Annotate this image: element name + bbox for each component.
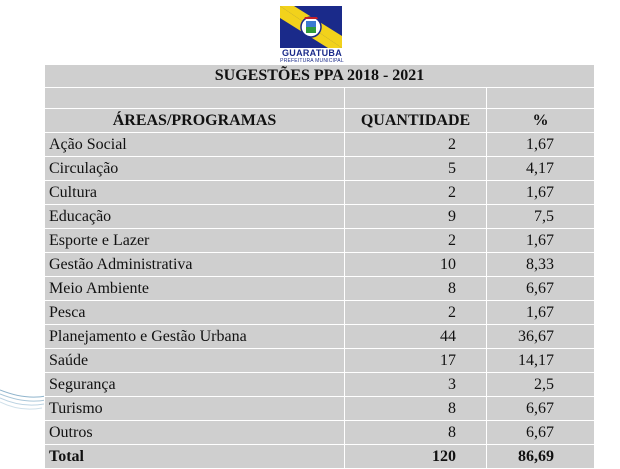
percent-cell: 1,67 <box>487 229 595 253</box>
header-quantity: QUANTIDADE <box>345 109 487 133</box>
table-row <box>45 325 595 349</box>
percent-cell: 36,67 <box>487 325 595 349</box>
area-cell: Educação <box>45 205 345 229</box>
table-row <box>45 301 595 325</box>
percent-cell: 86,69 <box>487 445 595 469</box>
table-row <box>45 397 595 421</box>
percent-cell: 1,67 <box>487 181 595 205</box>
area-cell: Cultura <box>45 181 345 205</box>
percent-cell: 6,67 <box>487 397 595 421</box>
coat-of-arms-icon <box>280 6 342 48</box>
table-row <box>45 349 595 373</box>
quantity-cell: 3 <box>345 373 487 397</box>
area-cell: Esporte e Lazer <box>45 229 345 253</box>
area-cell: Planejamento e Gestão Urbana <box>45 325 345 349</box>
percent-cell: 14,17 <box>487 349 595 373</box>
percent-cell: 4,17 <box>487 157 595 181</box>
header-percent: % <box>487 109 595 133</box>
table-row <box>45 373 595 397</box>
area-cell: Outros <box>45 421 345 445</box>
spacer-cell <box>487 88 595 109</box>
area-cell: Circulação <box>45 157 345 181</box>
quantity-cell: 2 <box>345 133 487 157</box>
percent-cell: 1,67 <box>487 133 595 157</box>
percent-cell: 7,5 <box>487 205 595 229</box>
area-cell: Pesca <box>45 301 345 325</box>
guaratuba-logo <box>274 6 350 64</box>
quantity-cell: 8 <box>345 397 487 421</box>
area-cell: Gestão Administrativa <box>45 253 345 277</box>
quantity-cell: 44 <box>345 325 487 349</box>
percent-cell: 6,67 <box>487 277 595 301</box>
spacer-cell <box>345 88 487 109</box>
table-row <box>45 229 595 253</box>
table-spacer-row <box>45 88 595 109</box>
quantity-cell: 2 <box>345 181 487 205</box>
header-areas: ÁREAS/PROGRAMAS <box>45 109 345 133</box>
quantity-cell: 8 <box>345 277 487 301</box>
area-cell: Meio Ambiente <box>45 277 345 301</box>
area-cell: Segurança <box>45 373 345 397</box>
quantity-cell: 17 <box>345 349 487 373</box>
table-row <box>45 181 595 205</box>
quantity-cell: 2 <box>345 301 487 325</box>
table-row <box>45 133 595 157</box>
table-row <box>45 157 595 181</box>
table-row <box>45 421 595 445</box>
area-cell: Turismo <box>45 397 345 421</box>
table-title: SUGESTÕES PPA 2018 - 2021 <box>45 65 595 88</box>
quantity-cell: 5 <box>345 157 487 181</box>
quantity-cell: 9 <box>345 205 487 229</box>
percent-cell: 2,5 <box>487 373 595 397</box>
table-header-row <box>45 109 595 133</box>
table-row <box>45 205 595 229</box>
area-cell: Total <box>45 445 345 469</box>
area-cell: Saúde <box>45 349 345 373</box>
quantity-cell: 2 <box>345 229 487 253</box>
logo-name: GUARATUBA <box>281 48 343 58</box>
area-cell: Ação Social <box>45 133 345 157</box>
table-row <box>45 253 595 277</box>
table-row <box>45 277 595 301</box>
quantity-cell: 120 <box>345 445 487 469</box>
quantity-cell: 8 <box>345 421 487 445</box>
percent-cell: 6,67 <box>487 421 595 445</box>
quantity-cell: 10 <box>345 253 487 277</box>
logo-subtitle: PREFEITURA MUNICIPAL <box>280 58 344 64</box>
percent-cell: 1,67 <box>487 301 595 325</box>
spacer-cell <box>45 88 345 109</box>
table-title-row <box>45 65 595 88</box>
suggestions-table <box>44 64 595 469</box>
percent-cell: 8,33 <box>487 253 595 277</box>
